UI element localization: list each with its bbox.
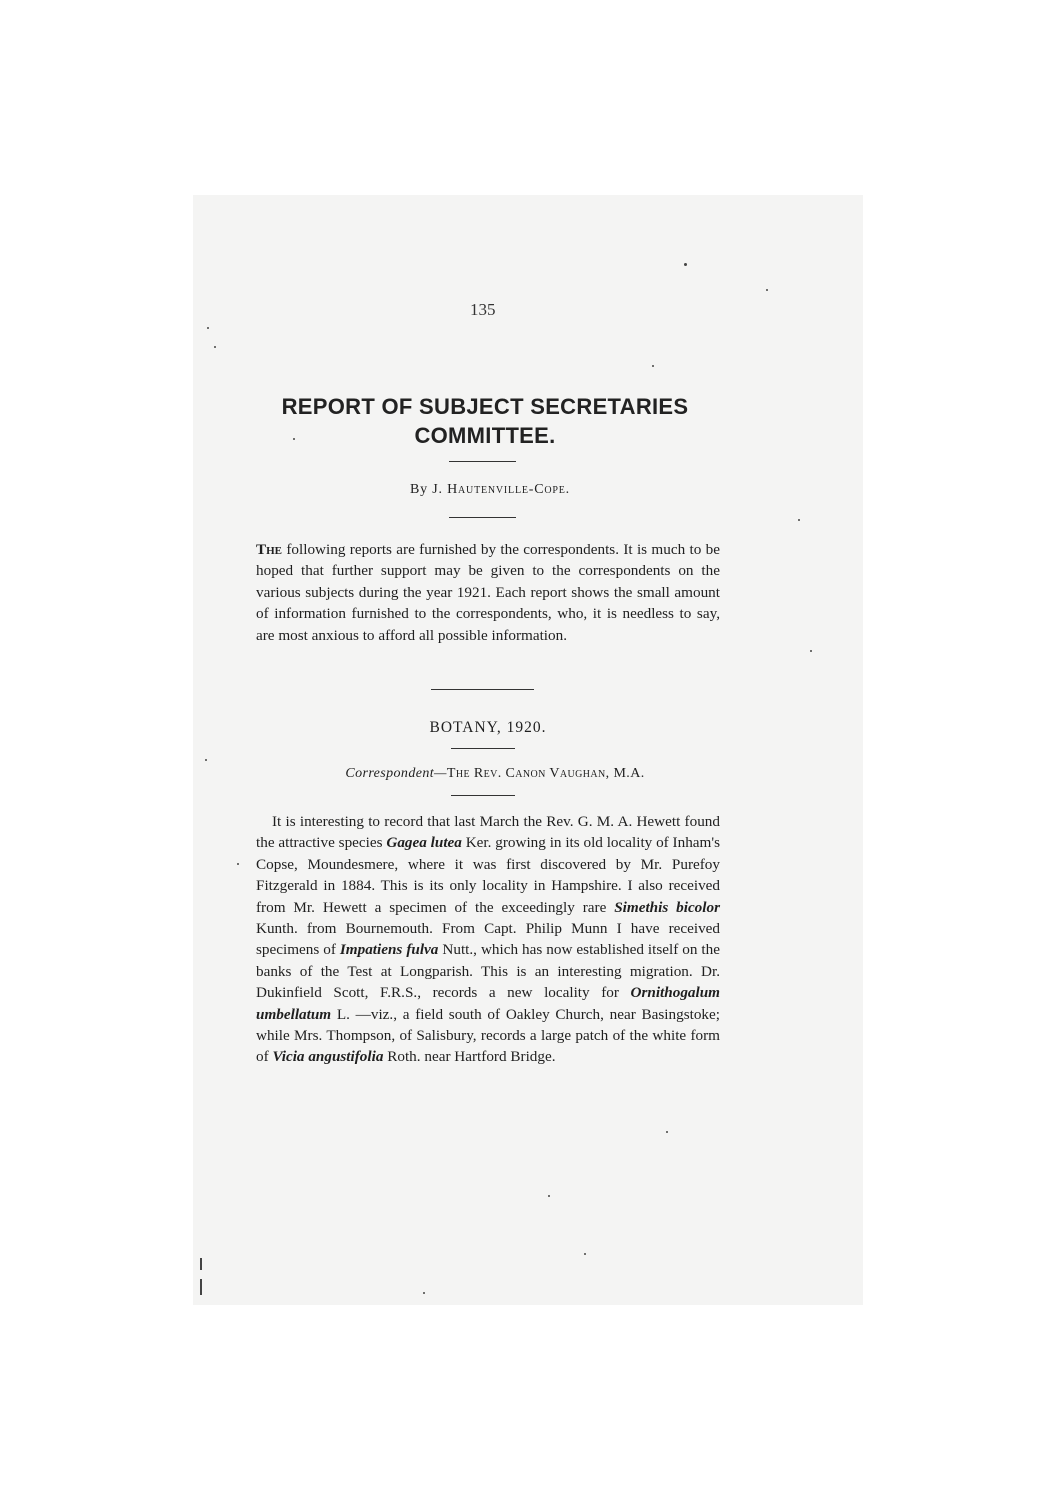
heading-rule xyxy=(451,748,515,749)
scan-speck xyxy=(548,1195,550,1197)
body-text: Nutt., which has now established itself on the banks of the Test at Longparish. This is an interesting migration. Dr. Dukinfield Scott, F.R.S., records a new locality for xyxy=(256,941,720,1002)
scan-speck xyxy=(798,519,800,521)
scan-speck xyxy=(200,1279,202,1295)
scan-speck xyxy=(684,263,687,266)
body-text: L. —viz., a field south of Oakley Church, near Basingstoke; while Mrs. Thompson, of Salisbury, records a large patch of the white form of xyxy=(256,1005,720,1066)
title-rule xyxy=(449,461,516,462)
intro-lead-word: The xyxy=(256,541,283,558)
scan-speck xyxy=(207,327,209,329)
body-text: Roth. near Hartford Bridge. xyxy=(383,1048,556,1066)
section-rule xyxy=(431,689,534,690)
page-title: REPORT OF SUBJECT SECRETARIES xyxy=(281,394,689,419)
scan-speck xyxy=(205,759,207,761)
scanned-page xyxy=(193,195,863,1305)
species-name: Ornithogalum umbellatum xyxy=(256,984,720,1023)
scan-speck xyxy=(810,650,812,652)
scan-speck xyxy=(584,1253,586,1255)
body-text: It is interesting to record that last March the Rev. G. M. A. Hewett found the attractive species xyxy=(256,813,720,852)
scan-speck xyxy=(666,1131,668,1133)
species-name: Gagea lutea xyxy=(386,834,462,852)
byline-rule xyxy=(449,517,516,518)
section-heading: BOTANY, 1920. xyxy=(429,719,547,736)
correspondent-rule xyxy=(451,795,515,796)
correspondent-name: The Rev. Canon Vaughan, M.A. xyxy=(446,766,645,781)
species-name: Impatiens fulva xyxy=(339,941,439,959)
page-number: 135 xyxy=(470,300,496,319)
body-text: Ker. growing in its old locality of Inham's Copse, Moundesmere, where it was first discovered by Mr. Purefoy Fitzgerald in 1884. This is its only locality in Hampshire. I also received from Mr. Hewett a specimen of the exceedingly rare xyxy=(256,834,720,916)
scan-speck xyxy=(652,365,654,367)
page-title-continued: COMMITTEE. xyxy=(414,423,556,448)
correspondent-label: Correspondent— xyxy=(345,766,447,781)
intro-paragraph xyxy=(256,539,720,646)
byline xyxy=(330,482,650,498)
byline-author: J. Hautenville-Cope. xyxy=(432,482,570,497)
scan-speck xyxy=(214,346,216,348)
scan-speck xyxy=(237,863,239,865)
correspondent-line xyxy=(270,766,720,782)
intro-text: following reports are furnished by the correspondents. It is much to be hoped that further support may be given to the correspondents on the various subjects during the year 1921. Each report shows the small amount of information furnished to the correspondents, who, it is needless to say, are most anxious to afford all possible information. xyxy=(256,541,720,644)
scan-speck xyxy=(766,289,768,291)
scan-speck xyxy=(200,1258,202,1270)
byline-prefix: By xyxy=(410,482,428,497)
botany-paragraph xyxy=(256,811,720,1068)
species-name: Simethis bicolor xyxy=(614,898,721,916)
scan-speck xyxy=(293,438,295,440)
species-name: Vicia angustifolia xyxy=(272,1048,384,1066)
body-text: Kunth. from Bournemouth. From Capt. Philip Munn I have received specimens of xyxy=(256,920,720,959)
scan-speck xyxy=(423,1292,425,1294)
